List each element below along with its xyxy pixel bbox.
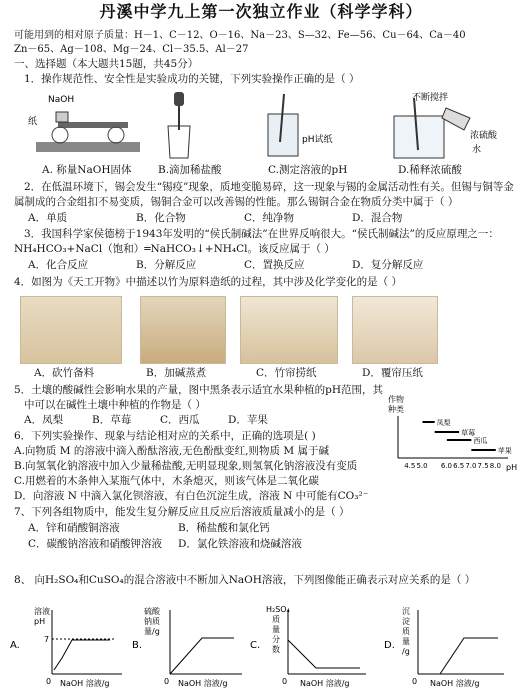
svg-text:NaOH 溶液/g: NaOH 溶液/g	[178, 679, 228, 688]
q5-option-a: A．凤梨	[24, 414, 64, 426]
q1-option-c: C.测定溶液的pH	[268, 164, 348, 176]
q5-option-d: D．苹果	[228, 414, 268, 426]
ph-tick-6: 7.5	[477, 462, 489, 470]
svg-text:沉: 沉	[402, 607, 410, 616]
q5-option-c: C．西瓜	[160, 414, 200, 426]
ph-bar-label-3: 西瓜	[473, 437, 488, 445]
ph-tick-3: 6.0	[440, 462, 453, 470]
water-label: 水	[472, 145, 482, 155]
q1-option-a: A. 称量NaOH固体	[42, 164, 132, 176]
ph-tick-2: 5.0	[416, 462, 428, 470]
q6-option-c: C.用燃着的木条伸入某瓶气体中，木条熄灭，则该气体是二氧化碳	[14, 475, 319, 487]
q6-option-d: D．向溶液 N 中滴入氯化钡溶液，有白色沉淀生成，溶液 N 中可能有CO₃²⁻	[14, 490, 369, 502]
q6-stem: 6．下列实验操作、现象与结论相对应的关系中，正确的选项是( )	[14, 430, 316, 442]
q3-option-b: B．分解反应	[136, 259, 197, 271]
atomic-masses-line1: 可能用到的相对原子质量：H－1、C－12、O－16、Na－23、S—32、Fe—56、Cu－64、Ca－40	[14, 30, 466, 41]
page-title: 丹溪中学九上第一次独立作业（科学学科）	[99, 2, 423, 21]
q8-graph-a	[10, 604, 130, 688]
q2-option-a: A．单质	[28, 212, 68, 224]
q2-option-d: D．混合物	[352, 212, 403, 224]
dropper-figure	[160, 92, 200, 160]
q2-stem-line2: 属制成的合金组扣不易变质，锡铜合金可以改善锡的性能。那么锡铜合金在物质分类中属于（ ）	[14, 196, 459, 208]
svg-text:0: 0	[412, 677, 418, 686]
q4-option-c: C．竹帘捞纸	[256, 367, 317, 379]
svg-text:NaOH 溶液/g: NaOH 溶液/g	[60, 679, 110, 688]
q2-option-c: C．纯净物	[244, 212, 295, 224]
q3-option-d: D．复分解反应	[352, 259, 424, 271]
svg-text:0: 0	[46, 677, 52, 686]
svg-text:0: 0	[282, 677, 288, 686]
q8-graph-b	[132, 604, 252, 688]
ph-tick-1: 4.5	[404, 462, 416, 470]
section-heading: 一、选择题（本大题共15题，共45分）	[14, 58, 199, 70]
svg-text:NaOH 溶液/g: NaOH 溶液/g	[430, 679, 480, 688]
svg-text:硫酸: 硫酸	[144, 607, 160, 616]
svg-text:数: 数	[272, 645, 280, 654]
q1-option-b: B.滴加稀盐酸	[158, 164, 222, 176]
svg-text:pH: pH	[34, 617, 46, 626]
svg-text:量: 量	[402, 637, 410, 646]
ph-tick-5: 7.0	[465, 462, 477, 470]
ph-tick-7: 8.0	[489, 462, 501, 470]
q3-stem-line1: 3．我国科学家侯德榜于1943年发明的“侯氏制碱法”在世界反响很大。“侯氏制碱法”的反应原理之一：	[24, 228, 499, 240]
q4-option-a: A．砍竹备料	[34, 367, 95, 379]
q3-stem-line2: NH₄HCO₃+NaCl（饱和）═NaHCO₃↓+NH₄Cl。该反应属于（ ）	[14, 243, 335, 255]
svg-text:C.: C.	[250, 640, 261, 651]
svg-text:NaOH 溶液/g: NaOH 溶液/g	[300, 679, 350, 688]
q5-option-b: B．草莓	[92, 414, 132, 426]
q5-stem-line2: 中可以在碱性土壤中种植的作物是（ ）	[24, 399, 206, 411]
paper-pressing-image	[352, 296, 438, 364]
svg-text:H₂SO₄: H₂SO₄	[266, 605, 290, 614]
q4-option-b: B．加碱蒸煮	[146, 367, 207, 379]
naoh-label: NaOH	[48, 95, 75, 105]
svg-text:0: 0	[164, 677, 170, 686]
svg-text:量: 量	[272, 625, 280, 634]
q6-option-b: B.向氢氧化钠溶液中加入少量稀盐酸,无明显现象,则氢氧化钠溶液没有变质	[14, 460, 358, 472]
ph-bar-label-4: 苹果	[497, 447, 512, 455]
paper-label: 纸	[28, 117, 38, 127]
svg-text:溶液: 溶液	[34, 607, 50, 616]
q7-stem: 7、下列各组物质中，能发生复分解反应且反应后溶液质量减小的是（ ）	[14, 506, 350, 518]
q1-option-d: D.稀释浓硫酸	[398, 164, 462, 176]
q7-option-b: B．稀盐酸和氯化钙	[178, 522, 270, 534]
q7-option-a: A．锌和硝酸铜溶液	[28, 522, 120, 534]
q4-stem: 4．如图为《天工开物》中描述以竹为原料造纸的过程，其中涉及化学变化的是（ ）	[14, 276, 403, 288]
svg-text:量/g: 量/g	[144, 627, 160, 636]
alkali-boiling-image	[140, 296, 226, 364]
svg-text:7: 7	[44, 635, 50, 644]
svg-text:A.: A.	[10, 640, 20, 651]
q4-option-d: D．覆帘压纸	[362, 367, 423, 379]
ph-bar-label-1: 凤梨	[436, 419, 451, 427]
q7-option-c: C．碳酸钠溶液和硝酸钾溶液	[28, 538, 163, 550]
svg-text:/g: /g	[402, 647, 410, 656]
chart-ylabel-1: 作物	[388, 395, 404, 404]
q2-option-b: B．化合物	[136, 212, 186, 224]
q8-graph-d	[384, 604, 518, 688]
q1-stem: 1．操作规范性、安全性是实验成功的关键，下列实验操作正确的是（ ）	[24, 73, 360, 85]
paper-scooping-image	[240, 296, 338, 364]
atomic-masses-line2: Zn－65、Ag－108、Mg－24、Cl－35.5、Al－27	[14, 44, 249, 55]
svg-text:分: 分	[272, 635, 280, 644]
acid-label: 浓硫酸	[470, 131, 498, 141]
q6-option-a: A.向物质 M 的溶液中滴入酚酞溶液,无色酚酞变红,则物质 M 属于碱	[14, 445, 329, 457]
dilute-acid-figure	[384, 90, 504, 160]
svg-text:钠质: 钠质	[144, 617, 160, 626]
q8-stem: 8、 向H₂SO₄和CuSO₄的混合溶液中不断加入NaOH溶液，下列图像能正确表示对应关系的是（ ）	[14, 574, 476, 586]
stir-label: 不断搅拌	[412, 93, 449, 103]
chart-x-unit: pH	[506, 463, 518, 472]
ph-test-figure	[262, 92, 342, 160]
chart-ylabel-2: 种类	[388, 405, 404, 414]
svg-text:B.: B.	[132, 640, 143, 651]
bamboo-cutting-image	[20, 296, 122, 364]
svg-text:淀: 淀	[402, 617, 410, 626]
ph-bar-label-2: 草莓	[461, 429, 476, 437]
q7-option-d: D．氯化铁溶液和烧碱溶液	[178, 538, 302, 550]
q8-graph-c	[250, 604, 380, 688]
q2-stem-line1: 2．在低温环境下，锡会发生“锡疫”现象，质地变脆易碎，这一现象与锡的金属活动性有关。但锡与铜等金	[24, 181, 514, 193]
ph-tick-4: 6.5	[453, 462, 465, 470]
q3-option-c: C．置换反应	[244, 259, 305, 271]
q3-option-a: A．化合反应	[28, 259, 89, 271]
svg-text:质: 质	[402, 627, 410, 636]
balance-figure	[28, 90, 148, 160]
ph-paper-label: pH试纸	[302, 135, 333, 145]
svg-text:质: 质	[272, 615, 280, 624]
q5-stem-line1: 5．土壤的酸碱性会影响水果的产量，图中黑条表示适宜水果种植的pH范围，其	[14, 384, 384, 396]
svg-text:D.: D.	[384, 640, 395, 651]
